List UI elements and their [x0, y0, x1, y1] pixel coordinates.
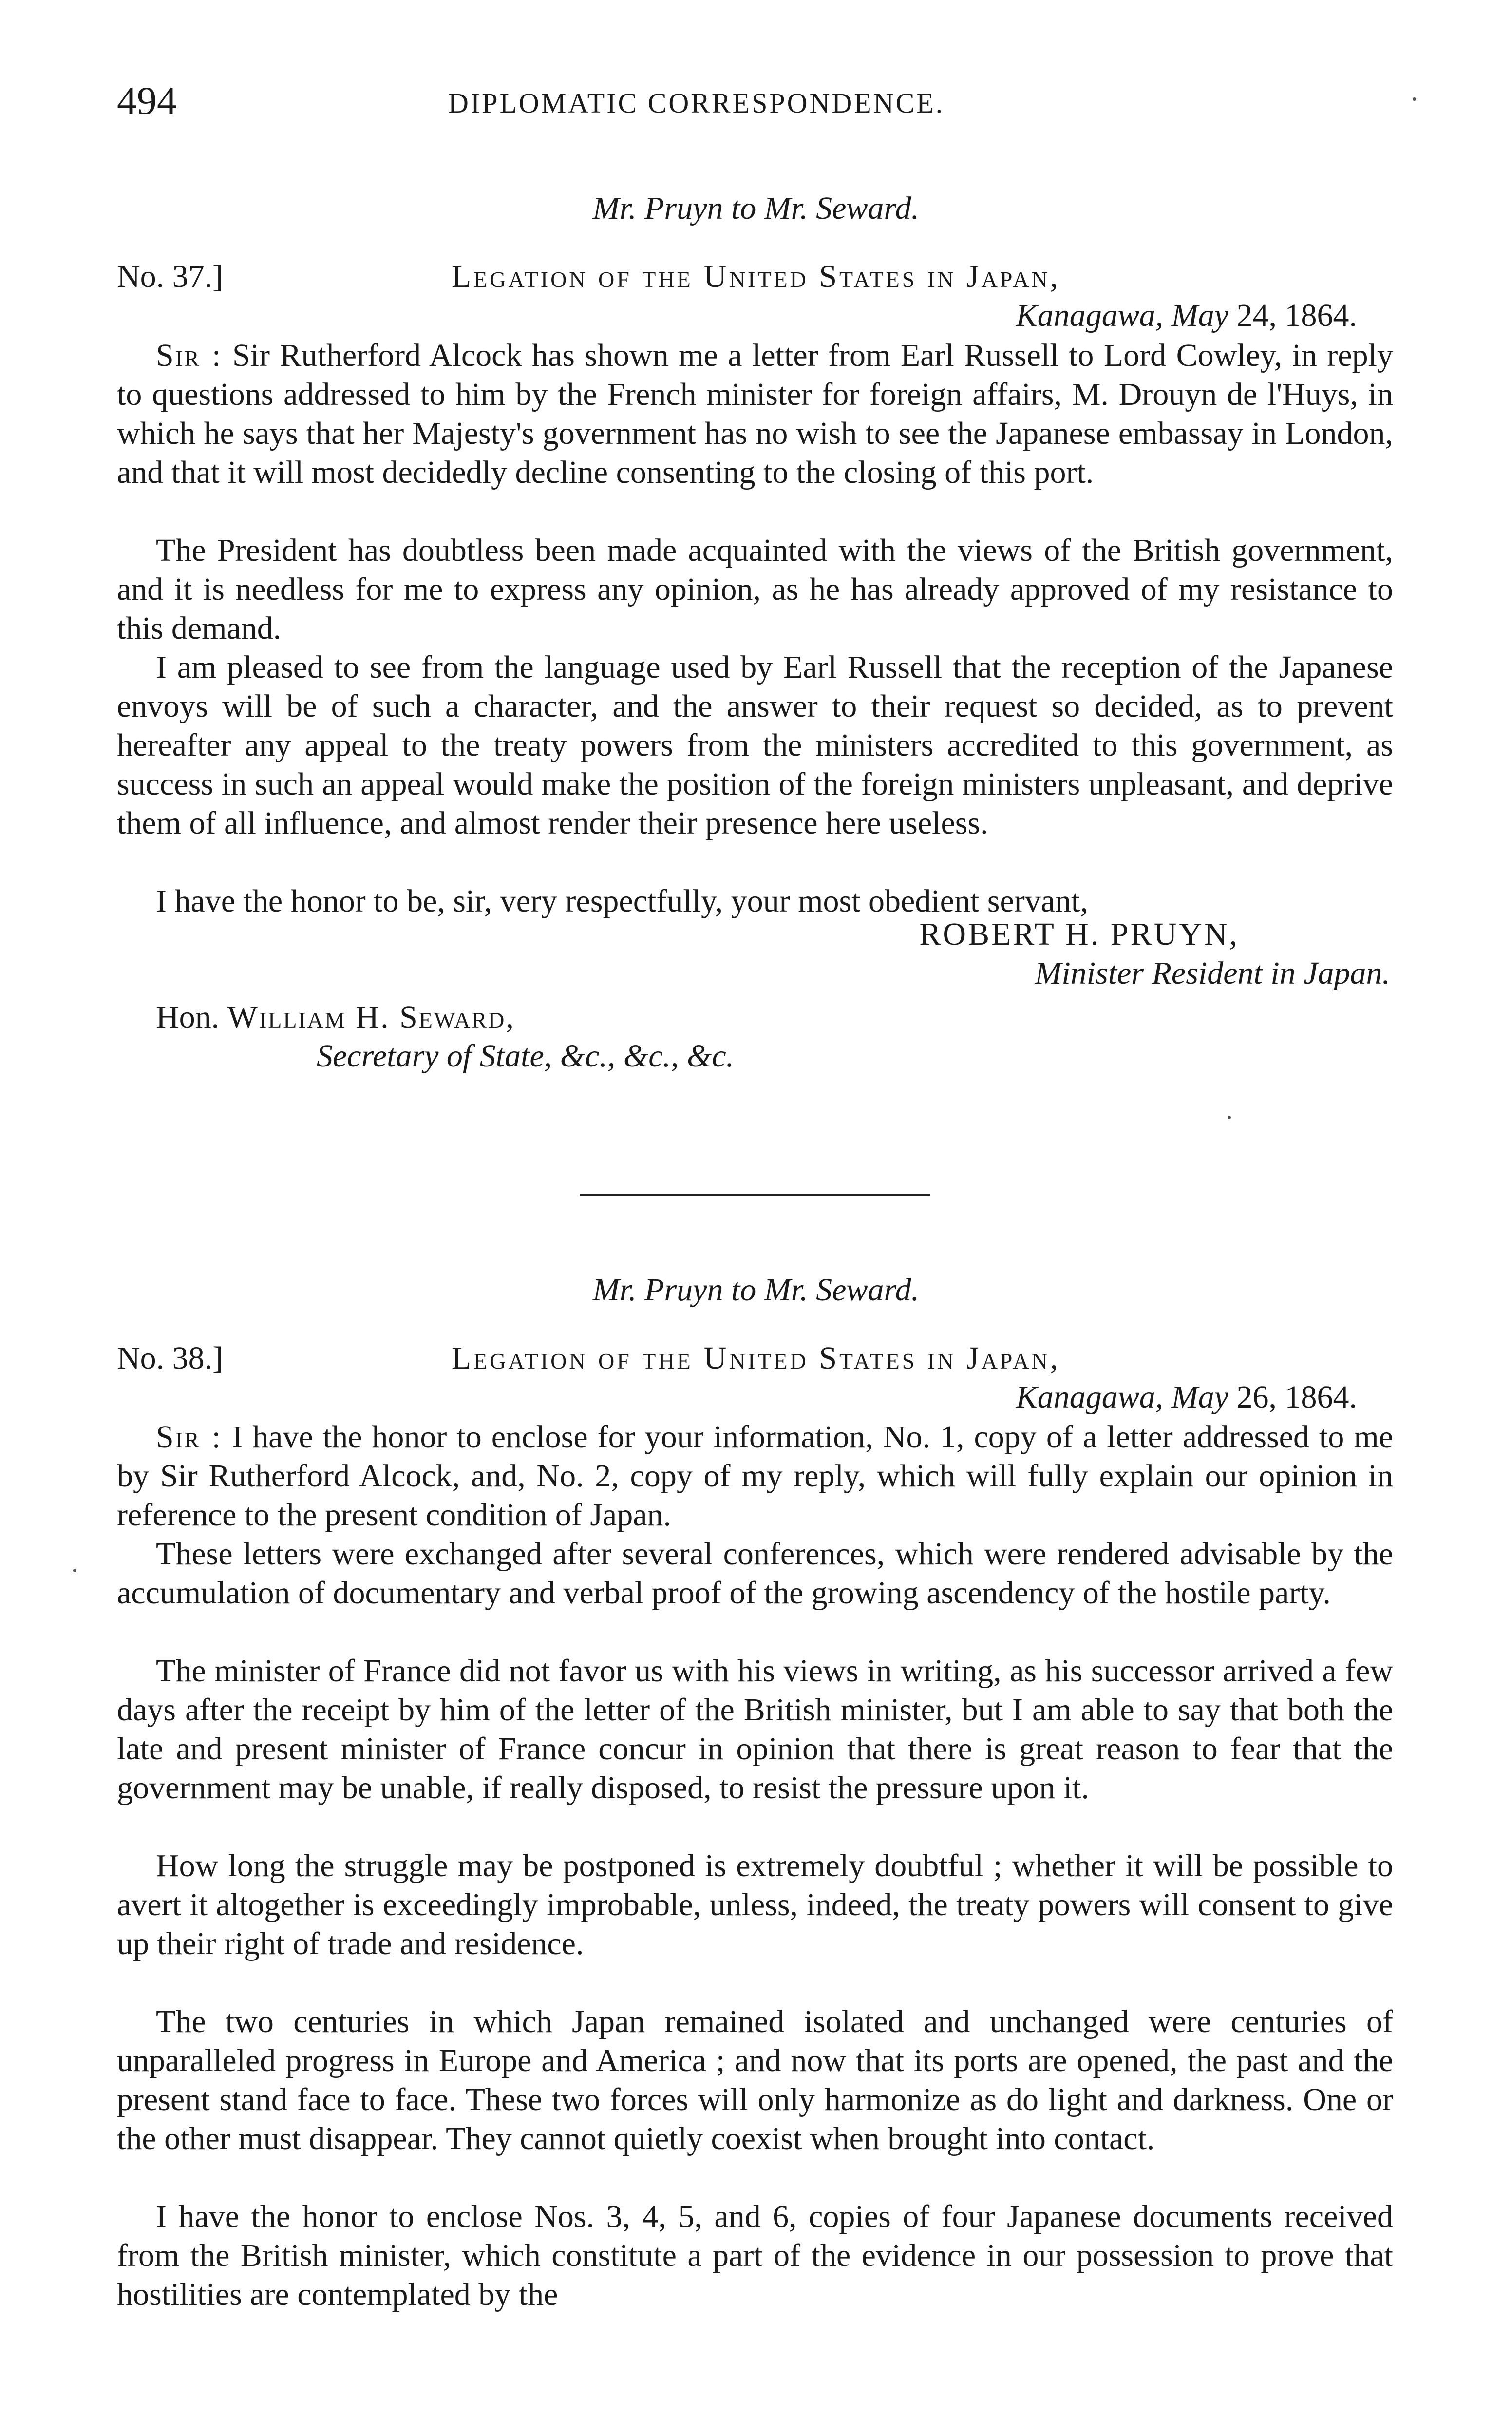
letter-38-paragraph-1-text: I have the honor to enclose for your information, No. 1, copy of a letter addressed to me by Sir Rutherford Alcock, and, No. 2, copy of my reply, which will fully explain our opinion in reference to the present condition of Japan.: [117, 1419, 1393, 1533]
letter-38-salutation: Mr. Pruyn to Mr. Seward.: [592, 1272, 920, 1308]
letter-38-number: No. 38.]: [117, 1340, 224, 1376]
letter-37-paragraph-1: [117, 336, 1393, 492]
letter-38-opening: Sir :: [156, 1419, 223, 1455]
letter-38-paragraph-1: [117, 1418, 1393, 1535]
letter-38-paragraph-5: The two centuries in which Japan remained isolated and unchanged were centuries of unparalleled progress in Europe and America ; and now that its ports are opened, the past and the present stand face to face. These two forces will only harmonize as do light and darkness. One or the other must disappear. They cannot quietly coexist when brought into contact.: [117, 2004, 1393, 2156]
letter-38-paragraph-2: These letters were exchanged after several conferences, which were rendered advisable by the accumulation of documentary and verbal proof of the growing ascendency of the hostile party.: [117, 1536, 1393, 1611]
letter-38-legation: Legation of the United States in Japan,: [451, 1340, 1061, 1376]
letter-37-signature-name: ROBERT H. PRUYN,: [919, 916, 1239, 952]
letter-37-addressee-title: Secretary of State, &c., &c., &c.: [317, 1038, 735, 1074]
letter-37-paragraph-2: The President has doubtless been made acquainted with the views of the British government, and it is needless for me to express any opinion, as he has already approved of my resistance to this demand.: [117, 533, 1393, 646]
letter-37-addressee-prefix: Hon.: [156, 999, 220, 1035]
letter-37-date: 24, 1864.: [1236, 298, 1357, 333]
letter-38-date: 26, 1864.: [1236, 1379, 1357, 1415]
letter-37-month: May: [1171, 298, 1228, 333]
letter-37-addressee-name: William H. Seward,: [227, 999, 515, 1035]
letter-37-opening: Sir :: [156, 338, 223, 373]
letter-38-paragraph-3: The minister of France did not favor us with his views in writing, as his successor arrived a few days after the receipt by him of the letter of the British minister, but I am able to say that both the late and present minister of France concur in opinion that there is great reason to fear that the government may be unable, if really disposed, to resist the pressure upon it.: [117, 1653, 1393, 1806]
letter-37-dateline: [1016, 297, 1357, 334]
letter-37-paragraph-3: I am pleased to see from the language used by Earl Russell that the reception of the Japanese envoys will be of such a character, and the answer to their request so decided, as to prevent hereafter any appeal to the treaty powers from the ministers accredited to this government, as success in such an appeal would make the position of the foreign ministers unpleasant, and deprive them of all influence, and almost render their presence here useless.: [117, 649, 1393, 841]
letter-38-month: May: [1171, 1379, 1228, 1415]
print-speck: [1413, 97, 1416, 101]
print-speck: [73, 1569, 76, 1572]
section-divider: [580, 1194, 930, 1196]
letter-38-dateline: [1016, 1379, 1357, 1416]
letter-38-paragraph-6: I have the honor to enclose Nos. 3, 4, 5, and 6, copies of four Japanese documents received from the British minister, which constitute a part of the evidence in our possession to prove that hostilities are contemplated by the: [117, 2199, 1393, 2312]
letter-37-addressee: [156, 999, 515, 1036]
letter-38-paragraph-4: How long the struggle may be postponed is extremely doubtful ; whether it will be possible to avert it altogether is exceedingly improbable, unless, indeed, the treaty powers will consent to give up their right of trade and residence.: [117, 1848, 1393, 1961]
letter-37-paragraph-4: I have the honor to be, sir, very respectfully, your most obedient servant,: [156, 883, 1088, 919]
letter-37-signature-title: Minister Resident in Japan.: [1035, 955, 1390, 991]
page-header: [117, 78, 1393, 132]
print-speck: [1228, 1116, 1231, 1119]
letter-37-paragraph-1-text: Sir Rutherford Alcock has shown me a letter from Earl Russell to Lord Cowley, in reply to questions addressed to him by the French minister for foreign affairs, M. Drouyn de l'Huys, in which he says that her Majesty's government has no wish to see the Japanese embassay in London, and that it will most decidedly decline consenting to the closing of this port.: [117, 338, 1394, 490]
letter-37-salutation: Mr. Pruyn to Mr. Seward.: [592, 190, 920, 226]
letter-38-place: Kanagawa,: [1016, 1379, 1164, 1415]
running-head: DIPLOMATIC CORRESPONDENCE.: [448, 87, 945, 119]
letter-37-place: Kanagawa,: [1016, 298, 1164, 333]
letter-37-legation: Legation of the United States in Japan,: [451, 259, 1061, 294]
letter-37-number: No. 37.]: [117, 259, 224, 294]
page-number: 494: [117, 78, 177, 123]
